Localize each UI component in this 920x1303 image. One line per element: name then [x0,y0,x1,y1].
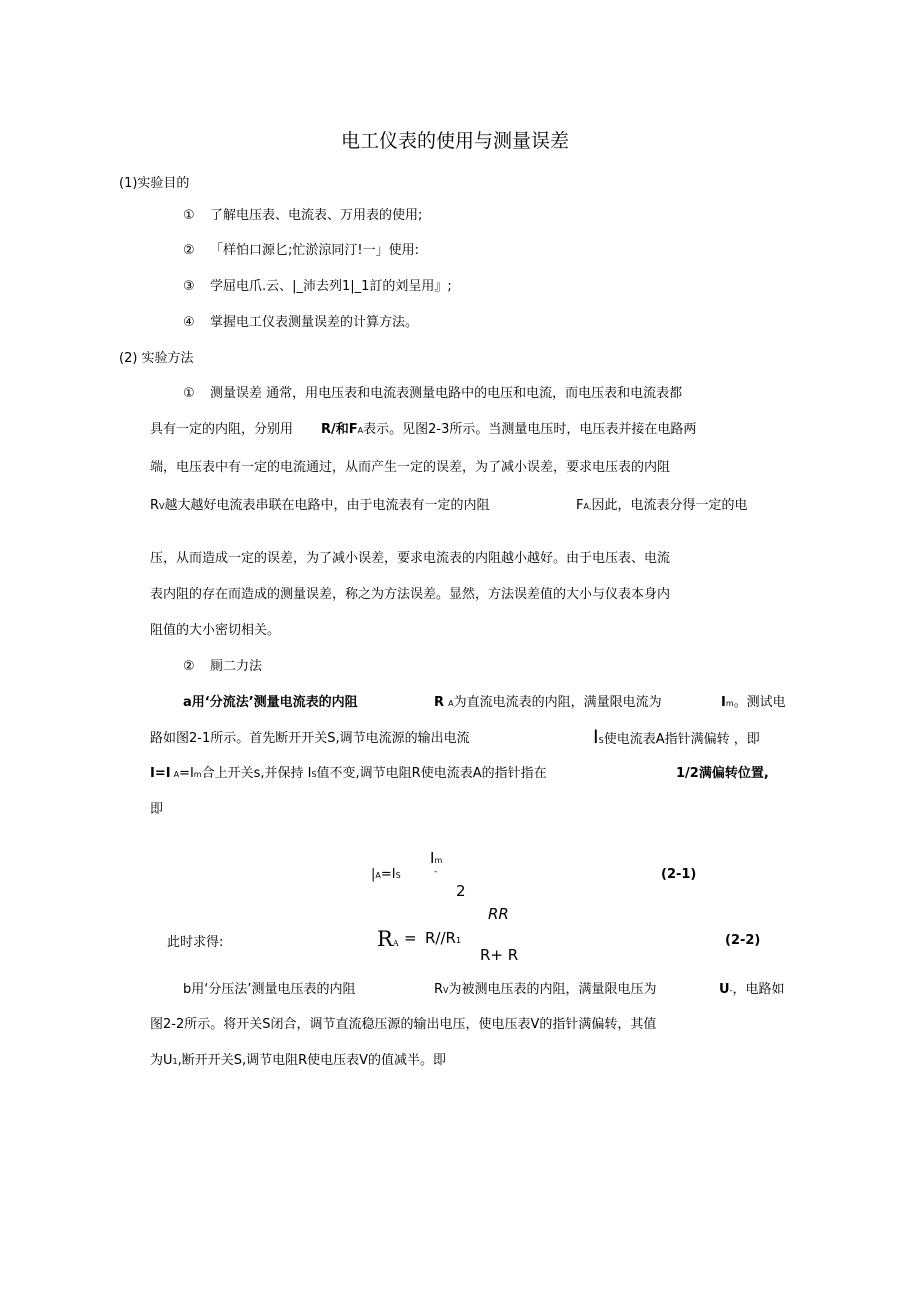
text-run: a用‘分流法’测量电流表的内阻 [183,695,358,710]
page-title: 电工仪表的使用与测量误差 [341,130,570,152]
equation-denominator: 2 [456,882,466,900]
subscript: A [357,426,364,435]
subscript: m [193,770,202,779]
list-item: 「样怕口源匕;忙淤涼同汀!一」使用: [210,243,419,258]
paragraph-line [434,696,662,709]
fraction-bar: - [434,867,438,877]
subscript: 1 [455,936,462,945]
text-run: I [721,695,726,710]
text-run: 具有一定的内阻，分别用 [150,422,294,437]
text-run: F [576,498,584,513]
subscript: A [448,699,454,708]
subscript: S [598,736,604,745]
equation-fraction-numerator: RR [488,905,509,923]
subscript: A [375,871,381,880]
paragraph-line: 压，从而造成一定的误差，为了减小误差，要求电流表的内阻越小越好。由于电压表、电流 [150,551,671,566]
subscript: 1 [172,1057,178,1066]
subscript: A [173,770,180,779]
paragraph-line [150,1054,446,1067]
list-item-number: ① [183,208,195,223]
paragraph-line [150,499,490,512]
equation-lhs [377,929,399,950]
paragraph-line [150,423,696,436]
paragraph-line [719,983,784,996]
equation-fraction-denominator: R+ R [480,946,519,964]
list-item: 了解电压表、电流表、万用表的使用; [210,208,423,223]
text-run: R [434,695,445,710]
paragraph-line: 表内阻的存在而造成的测量误差，称之为方法误差。显然，方法误差值的大小与仪表本身内 [150,587,671,602]
text-run: 因此，电流表分得一定的电 [591,498,748,513]
text-run: I=I [150,766,171,781]
subscript: - [729,986,733,995]
list-item: 掌握电工仪表测量误差的计算方法。 [210,315,419,330]
text-run: 为被测电压表的内阻，满量限电压为 [448,982,657,997]
paragraph-line [576,499,748,512]
text-run: I [430,849,435,867]
text-run: b用‘分压法’测量电压表的内阻 [183,982,356,997]
section-heading-methods: (2) 实验方法 [119,351,194,366]
text-run: R [377,927,393,951]
paragraph-line: 阻值的大小密切相关。 [150,623,281,638]
list-item: 厠二力法 [210,659,263,674]
paragraph-line [721,696,786,709]
text-run: 值不变,调节电阻R使电流表A的指针指在 [316,766,547,781]
equation-label: (2-2) [725,933,761,948]
section-heading-objectives: (1)实验目的 [119,176,190,191]
list-item-number: ② [183,659,195,674]
text-run: R [434,982,444,997]
text-run: 越大越好电流表串联在电路中，由于电流表有一定的内阻 [164,498,490,513]
equals-sign: = [404,929,417,947]
equation-label: (2-1) [661,867,697,882]
text-run: R [150,498,160,513]
paragraph-line [150,767,547,780]
paragraph-line [183,696,358,709]
paragraph-line: 测量误差 通常，用电压表和电流表测量电路中的电压和电流，而电压表和电流表都 [210,386,683,401]
paragraph-line: 1/2满偏转位置, [676,766,769,781]
list-item-number: ④ [183,315,195,330]
text-run: 合上开关s,并保持 I [201,766,312,781]
subscript: S [395,871,401,880]
equation-lhs [371,868,401,881]
paragraph-line: 即 [150,802,164,817]
subscript: A, [583,502,592,511]
paragraph-line [183,983,356,996]
subscript: V [159,502,165,511]
text-run: 使电流表A指针满偏转 ，即 [603,732,760,747]
text-run: =I [179,766,194,781]
subscript: S [311,770,317,779]
text-run: 。测试电 [733,695,786,710]
text-run: I [593,726,599,748]
list-item-number: ① [183,386,195,401]
paragraph-line [434,983,657,996]
text-run: U [719,982,730,997]
text-run: 表示。见图2-3所示。当测量电压时，电压表并接在电路两 [363,422,697,437]
list-item-number: ② [183,243,195,258]
equation-middle [425,931,461,946]
subscript: A [392,939,399,948]
paragraph-line [593,728,760,747]
subscript: V [443,986,449,995]
list-item-number: ③ [183,279,195,294]
text-run: R//R [425,929,456,947]
subscript: m [434,856,443,865]
text-run: | [371,867,376,882]
paragraph-line: 端，电压表中有一定的电流通过，从而产生一定的误差，为了减小误差，要求电压表的内阻 [150,460,671,475]
paragraph-line: 图2-2所示。将开关S闭合，调节直流稳压源的输出电压，使电压表V的指针满偏转，其值 [150,1017,657,1032]
text-run: 为直流电流表的内阻，满量限电流为 [453,695,662,710]
text-run: R/和F [321,422,358,437]
subscript: m [725,699,734,708]
text-run: ,断开开关S,调节电阻R使电压表V的值减半。即 [177,1053,447,1068]
text-run: ，电路如 [732,982,785,997]
text-run: =I [380,867,396,882]
paragraph-line: 路如图2-1所示。首先断开开关S,调节电流源的输出电流 [150,731,470,746]
text-run: 为U [150,1053,173,1068]
equation-prefix: 此时求得: [167,935,224,950]
list-item: 学屈电爪.云、|_沛去列1|_1訂的刘呈用』; [210,279,452,294]
equation-numerator [430,851,442,866]
